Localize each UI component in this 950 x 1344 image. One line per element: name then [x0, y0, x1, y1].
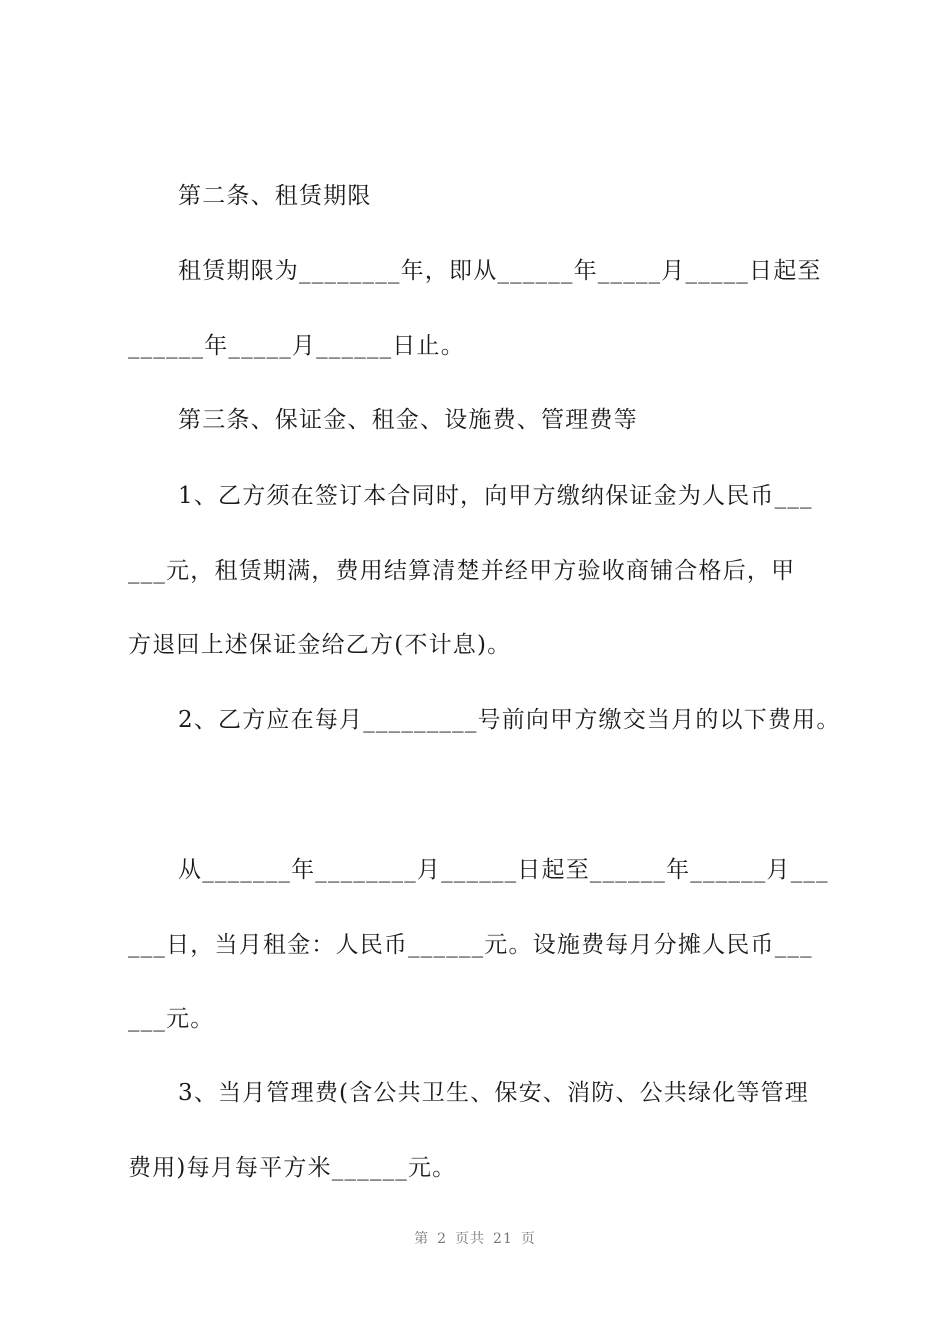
page-footer	[0, 1228, 950, 1248]
paragraph-line: 费用)每月每平方米______元。	[128, 1155, 457, 1181]
section-heading-fees: 第三条、保证金、租金、设施费、管理费等	[178, 407, 638, 433]
section-heading-lease-term: 第二条、租赁期限	[178, 183, 372, 209]
footer-prefix: 第	[414, 1231, 430, 1247]
paragraph-line: ___元，租赁期满，费用结算清楚并经甲方验收商铺合格后，甲	[128, 558, 796, 584]
paragraph-line: 1、乙方须在签订本合同时，向甲方缴纳保证金为人民币___	[178, 483, 813, 509]
page-total: 21	[493, 1231, 513, 1247]
paragraph-line: 3、当月管理费(含公共卫生、保安、消防、公共绿化等管理	[178, 1080, 810, 1106]
footer-suffix: 页	[520, 1231, 536, 1247]
paragraph-line: 2、乙方应在每月_________号前向甲方缴交当月的以下费用。	[178, 707, 841, 733]
paragraph-line: ___元。	[128, 1006, 215, 1032]
footer-mid: 页共	[455, 1231, 486, 1247]
paragraph-line: 方退回上述保证金给乙方(不计息)。	[128, 632, 512, 658]
paragraph-line: 从_______年________月______日起至______年______月___	[178, 857, 829, 883]
page-number: 2	[437, 1231, 448, 1247]
paragraph-line: 租赁期限为________年，即从______年_____月_____日起至	[178, 258, 822, 284]
paragraph-line: ______年_____月______日止。	[128, 333, 465, 359]
paragraph-line: ___日，当月租金：人民币______元。设施费每月分摊人民币___	[128, 932, 813, 958]
